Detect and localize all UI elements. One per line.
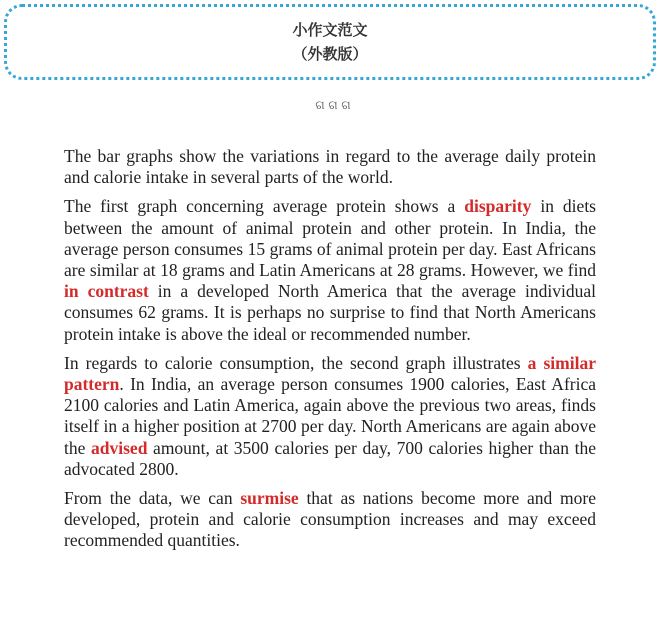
essay-paragraph-4 [64, 488, 596, 552]
paragraph-text: In regards to calorie consumption, the second graph illustrates [64, 352, 528, 373]
highlighted-term-disparity: disparity [464, 196, 532, 217]
essay-paragraph-1 [64, 146, 596, 188]
paragraph-text: amount, at 3500 calories per day, 700 calories higher than the advocated 2800. [64, 437, 596, 479]
decorative-separator: ଗ ଗ ଗ [315, 98, 351, 112]
paragraph-text: in a developed North America that the average individual consumes 62 grams. It is perhaps no surprise to find that North Americans protein intake is above the ideal or recommended number. [64, 281, 596, 344]
essay-paragraph-3 [64, 353, 596, 480]
essay-body [64, 146, 596, 560]
paragraph-text: The first graph concerning average protein shows a [64, 196, 465, 217]
title-frame [4, 4, 656, 80]
highlighted-term-similar-pattern: a similar pattern [64, 352, 596, 395]
page-title: 小作文范文 [292, 21, 368, 39]
paragraph-text: The bar graphs show the variations in regard to the average daily protein and calorie intake in several parts of the world. [64, 146, 596, 188]
essay-paragraph-2 [64, 196, 596, 344]
page-subtitle: （外教版） [292, 45, 368, 63]
paragraph-text: . In India, an average person consumes 1900 calories, East Africa 2100 calories and Latin America, again above the previous two areas, finds itself in a higher position at 2700 per day. North Americans are again above the [64, 374, 596, 458]
paragraph-text: that as nations become more and more developed, protein and calorie consumption increases and may exceed recommended quantities. [64, 488, 596, 551]
paragraph-text: in diets between the amount of animal protein and other protein. In India, the average person consumes 15 grams of animal protein per day. East Africans are similar at 18 grams and Latin Americans at 28 grams. However, we find [64, 196, 596, 281]
highlighted-term-advised: advised [91, 437, 148, 458]
highlighted-term-in-contrast: in contrast [64, 281, 149, 302]
highlighted-term-surmise: surmise [240, 488, 299, 509]
paragraph-text: From the data, we can [64, 488, 241, 509]
